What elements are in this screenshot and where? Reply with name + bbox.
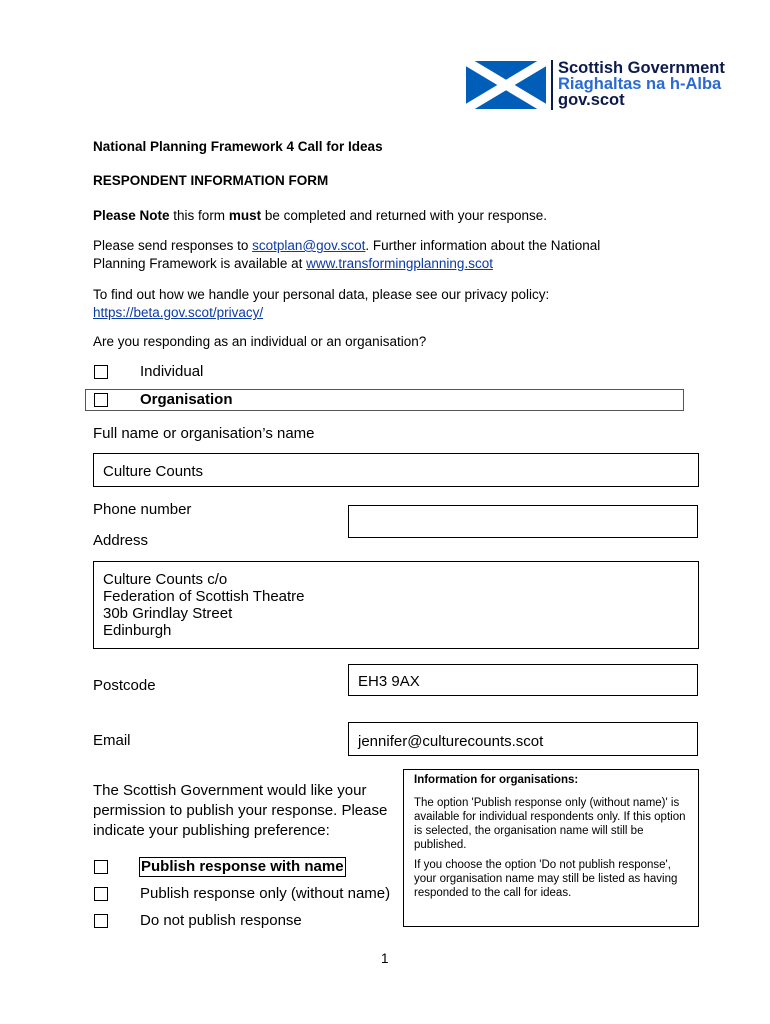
logo-line-3: gov.scot (558, 91, 625, 109)
organisation-label: Organisation (140, 391, 233, 408)
publish-intro-line-1: The Scottish Government would like your (93, 782, 367, 799)
publish-with-name-label: Publish response with name (141, 858, 344, 875)
send-paragraph (93, 237, 713, 273)
publish-intro-line-2: permission to publish your response. Please (93, 802, 388, 819)
name-value: Culture Counts (103, 463, 204, 480)
note-paragraph (93, 207, 693, 225)
publish-without-name-label: Publish response only (without name) (140, 885, 391, 902)
email-value: jennifer@culturecounts.scot (358, 733, 544, 750)
address-line-2: Federation of Scottish Theatre (103, 588, 305, 605)
publish-intro-line-3: indicate your publishing preference: (93, 822, 330, 839)
form-title: RESPONDENT INFORMATION FORM (93, 173, 329, 188)
send-text-mid: . Further information about the National (365, 238, 601, 253)
do-not-publish-label: Do not publish response (140, 912, 302, 929)
saltire-flag-icon (466, 61, 546, 109)
address-line-4: Edinburgh (103, 622, 172, 639)
organisation-info-box (403, 769, 699, 927)
publish-without-name-checkbox[interactable] (94, 887, 108, 901)
respondent-question: Are you responding as an individual or an organisation? (93, 334, 427, 349)
email-link[interactable]: scotplan@gov.scot (252, 238, 366, 253)
info-paragraph-1: The option 'Publish response only (without name)' is available for individual respondents only. If this option is selected, the organisation name will still be published. (414, 797, 686, 851)
phone-field[interactable] (348, 505, 698, 538)
name-field[interactable] (93, 453, 699, 487)
address-field[interactable] (93, 561, 699, 649)
address-line-3: 30b Grindlay Street (103, 605, 233, 622)
info-paragraph-2: If you choose the option 'Do not publish response', your organisation name may still be listed as having responded to the call for ideas. (414, 859, 678, 899)
note-text-end: be completed and returned with your response. (261, 208, 547, 223)
logo-line-1: Scottish Government (558, 59, 725, 77)
individual-label: Individual (140, 363, 204, 380)
email-label: Email (93, 732, 131, 749)
postcode-label: Postcode (93, 677, 156, 694)
privacy-text: To find out how we handle your personal data, please see our privacy policy: (93, 287, 550, 302)
document-title: National Planning Framework 4 Call for Ideas (93, 139, 383, 154)
logo-line-2: Riaghaltas na h-Alba (558, 75, 722, 93)
send-text-pre: Please send responses to (93, 238, 253, 253)
address-label: Address (93, 532, 149, 549)
note-text-mid: this form (169, 208, 229, 223)
info-heading: Information for organisations: (414, 774, 579, 786)
email-field[interactable] (348, 722, 698, 756)
organisation-checkbox[interactable] (94, 393, 108, 407)
phone-label: Phone number (93, 501, 192, 518)
address-line-1: Culture Counts c/o (103, 571, 228, 588)
logo-divider (551, 60, 553, 110)
do-not-publish-checkbox[interactable] (94, 914, 108, 928)
name-label: Full name or organisation’s name (93, 425, 315, 442)
postcode-value: EH3 9AX (358, 673, 420, 690)
privacy-link[interactable]: https://beta.gov.scot/privacy/ (93, 305, 264, 320)
scottish-government-logo (466, 60, 736, 110)
postcode-field[interactable] (348, 664, 698, 696)
privacy-paragraph (93, 286, 713, 322)
individual-checkbox[interactable] (94, 365, 108, 379)
note-must: must (228, 208, 262, 223)
send-text-line2: Planning Framework is available at (93, 256, 307, 271)
website-link[interactable]: www.transformingplanning.scot (306, 256, 493, 271)
page-number: 1 (381, 951, 389, 966)
note-label: Please Note (93, 208, 170, 223)
publish-with-name-checkbox[interactable] (94, 860, 108, 874)
publish-intro (93, 781, 408, 841)
